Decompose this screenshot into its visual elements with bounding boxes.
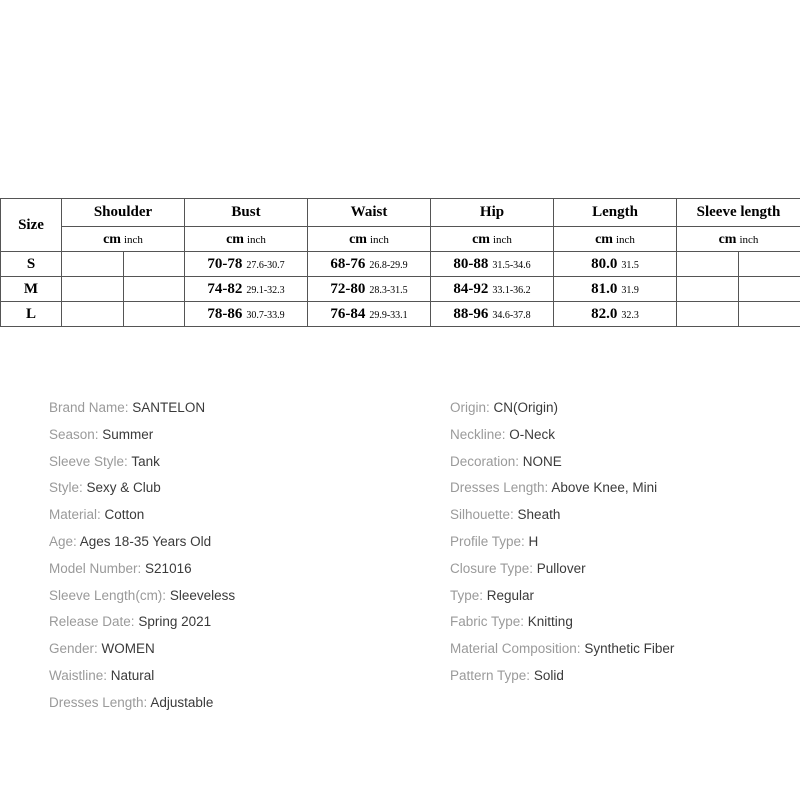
empty-cell (62, 277, 124, 302)
attributes-right-column (450, 395, 674, 690)
inch-value: 32.3 (621, 310, 639, 321)
measurement-cell (431, 277, 554, 302)
attribute-key: Material: (49, 507, 105, 523)
empty-cell (124, 252, 185, 277)
attribute-item (450, 422, 674, 449)
empty-cell (739, 252, 800, 277)
attribute-value: Sexy & Club (86, 480, 161, 496)
measurement-cell (554, 277, 677, 302)
attribute-value: Tank (131, 453, 160, 469)
attribute-key: Closure Type: (450, 560, 537, 576)
attribute-key: Profile Type: (450, 533, 529, 549)
unit-inch-label: inch (123, 234, 143, 246)
attribute-item (49, 422, 235, 449)
empty-cell (124, 302, 185, 327)
empty-cell (739, 302, 800, 327)
empty-cell (677, 302, 739, 327)
cm-value: 84-92 (453, 281, 489, 297)
attribute-key: Season: (49, 426, 103, 442)
attribute-key: Silhouette: (450, 507, 518, 523)
table-row (1, 277, 800, 302)
column-header-hip: Hip (431, 199, 554, 227)
measurement-cell (185, 277, 308, 302)
measurement-cell (185, 302, 308, 327)
attribute-item (49, 395, 235, 422)
unit-header-cell (554, 227, 677, 252)
inch-value: 29.1-32.3 (246, 285, 285, 296)
attribute-key: Origin: (450, 400, 494, 415)
empty-cell (677, 277, 739, 302)
attribute-value: Sleeveless (169, 587, 236, 603)
empty-cell (739, 277, 800, 302)
size-label-cell: S (1, 252, 62, 277)
attribute-item (49, 529, 235, 556)
attribute-item (49, 663, 235, 690)
inch-value: 26.8-29.9 (369, 260, 408, 271)
attribute-item (49, 583, 235, 610)
attribute-value: O-Neck (509, 426, 556, 442)
column-header-length: Length (554, 199, 677, 227)
attribute-key: Brand Name: (49, 400, 133, 415)
unit-header-cell (308, 227, 431, 252)
attribute-value: Natural (110, 667, 155, 683)
attribute-key: Model Number: (49, 560, 146, 576)
empty-cell (124, 277, 185, 302)
table-row (1, 252, 800, 277)
unit-inch-label: inch (246, 234, 266, 246)
attribute-item (450, 449, 674, 476)
measurement-cell (431, 302, 554, 327)
unit-inch-label: inch (739, 234, 759, 246)
measurement-cell (308, 302, 431, 327)
attribute-value: Synthetic Fiber (584, 641, 675, 657)
attribute-key: Gender: (49, 641, 102, 657)
column-header-bust: Bust (185, 199, 308, 227)
attribute-key: Pattern Type: (450, 667, 534, 683)
attribute-value: WOMEN (101, 641, 155, 657)
attribute-value: Sheath (517, 507, 561, 523)
attribute-value: Summer (102, 426, 154, 442)
attribute-value: Ages 18-35 Years Old (79, 533, 212, 549)
attribute-key: Material Composition: (450, 641, 585, 657)
unit-cm-label: cm (718, 232, 737, 247)
attribute-key: Neckline: (450, 426, 510, 442)
inch-value: 31.5-34.6 (492, 260, 531, 271)
attribute-item (450, 663, 674, 690)
attribute-key: Style: (49, 480, 87, 496)
column-header-shoulder: Shoulder (62, 199, 185, 227)
table-row (1, 302, 800, 327)
inch-value: 27.6-30.7 (246, 260, 285, 271)
cm-value: 76-84 (330, 306, 366, 322)
unit-inch-label: inch (492, 234, 512, 246)
attribute-value: SANTELON (132, 400, 206, 415)
unit-header-row (1, 227, 800, 252)
inch-value: 31.9 (621, 285, 639, 296)
unit-cm-label: cm (472, 232, 490, 247)
attribute-item (450, 583, 674, 610)
empty-cell (62, 302, 124, 327)
attribute-key: Type: (450, 587, 487, 603)
attribute-value: Regular (486, 587, 535, 603)
inch-value: 28.3-31.5 (369, 285, 408, 296)
measurement-cell (308, 252, 431, 277)
size-label-cell: L (1, 302, 62, 327)
inch-value: 30.7-33.9 (246, 310, 285, 321)
measurement-cell (431, 252, 554, 277)
unit-cm-label: cm (349, 232, 367, 247)
attribute-value: Adjustable (150, 694, 214, 710)
cm-value: 68-76 (330, 256, 366, 272)
attribute-item (450, 395, 674, 422)
attribute-item (450, 636, 674, 663)
attribute-key: Dresses Length: (450, 480, 552, 496)
attribute-item (49, 449, 235, 476)
attribute-value: Solid (533, 667, 564, 683)
attribute-key: Waistline: (49, 667, 111, 683)
attribute-key: Decoration: (450, 453, 523, 469)
attribute-key: Age: (49, 533, 80, 549)
inch-value: 31.5 (621, 260, 639, 271)
unit-header-cell (62, 227, 185, 252)
inch-value: 34.6-37.8 (492, 310, 531, 321)
inch-value: 33.1-36.2 (492, 285, 531, 296)
attribute-key: Fabric Type: (450, 614, 528, 630)
cm-value: 78-86 (207, 306, 243, 322)
unit-header-cell (677, 227, 800, 252)
attribute-key: Release Date: (49, 614, 139, 630)
attribute-item (49, 690, 235, 717)
unit-cm-label: cm (595, 232, 613, 247)
unit-inch-label: inch (615, 234, 635, 246)
cm-value: 88-96 (453, 306, 489, 322)
size-header: Size (1, 199, 62, 252)
attribute-value: S21016 (145, 560, 192, 576)
measurement-cell (308, 277, 431, 302)
unit-cm-label: cm (103, 232, 121, 247)
unit-header-cell (431, 227, 554, 252)
attribute-key: Dresses Length: (49, 694, 151, 710)
attribute-item (49, 636, 235, 663)
attribute-item (450, 556, 674, 583)
table-header-row (1, 199, 800, 227)
attributes-left-column (49, 395, 235, 717)
attribute-item (49, 556, 235, 583)
attribute-item (49, 502, 235, 529)
measurement-cell (185, 252, 308, 277)
cm-value: 80-88 (453, 256, 489, 272)
attribute-value: Pullover (536, 560, 586, 576)
column-header-sleeve-length: Sleeve length (677, 199, 800, 227)
attribute-value: Above Knee, Mini (551, 480, 658, 496)
unit-cm-label: cm (226, 232, 244, 247)
unit-header-cell (185, 227, 308, 252)
cm-value: 70-78 (207, 256, 243, 272)
cm-value: 74-82 (207, 281, 243, 297)
unit-inch-label: inch (369, 234, 389, 246)
cm-value: 81.0 (591, 281, 618, 297)
empty-cell (677, 252, 739, 277)
attribute-value: Knitting (527, 614, 573, 630)
inch-value: 29.9-33.1 (369, 310, 408, 321)
attribute-value: CN(Origin) (493, 400, 559, 415)
size-chart-body (1, 199, 800, 327)
attribute-key: Sleeve Length(cm): (49, 587, 170, 603)
empty-cell (62, 252, 124, 277)
attribute-item (450, 502, 674, 529)
attribute-item (450, 529, 674, 556)
attribute-item (49, 609, 235, 636)
attribute-value: H (528, 533, 539, 549)
size-label-cell: M (1, 277, 62, 302)
cm-value: 80.0 (591, 256, 618, 272)
size-chart-table (0, 198, 800, 327)
attribute-item (49, 475, 235, 502)
cm-value: 82.0 (591, 306, 618, 322)
attribute-value: Cotton (104, 507, 145, 523)
attribute-value: NONE (522, 453, 562, 469)
attribute-value: Spring 2021 (138, 614, 212, 630)
cm-value: 72-80 (330, 281, 366, 297)
measurement-cell (554, 252, 677, 277)
measurement-cell (554, 302, 677, 327)
column-header-waist: Waist (308, 199, 431, 227)
attribute-item (450, 475, 674, 502)
attribute-key: Sleeve Style: (49, 453, 132, 469)
attribute-item (450, 609, 674, 636)
